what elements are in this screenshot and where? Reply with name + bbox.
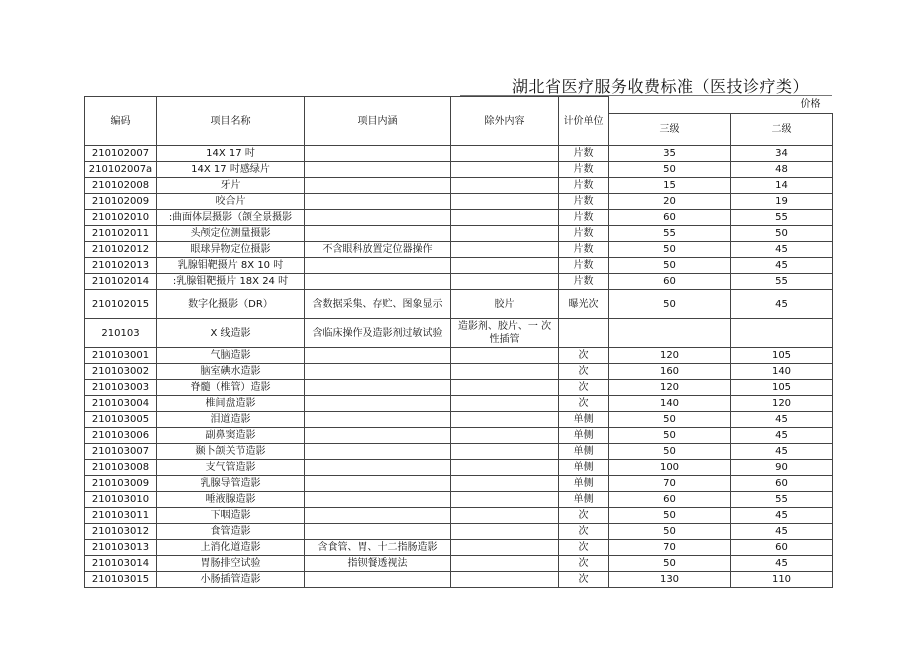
cell-price-level2: 45 [731, 524, 833, 540]
cell-price-level2: 110 [731, 572, 833, 588]
cell-name: 食管造影 [157, 524, 305, 540]
cell-content [305, 492, 451, 508]
cell-name: 下咽造影 [157, 508, 305, 524]
cell-code: 210103 [85, 319, 157, 348]
cell-price-level3: 130 [609, 572, 731, 588]
header-unit: 计价单位 [559, 97, 609, 146]
cell-exclusion [451, 428, 559, 444]
cell-unit: 次 [559, 396, 609, 412]
cell-code: 210103004 [85, 396, 157, 412]
cell-exclusion [451, 444, 559, 460]
cell-content [305, 226, 451, 242]
cell-unit: 单侧 [559, 444, 609, 460]
cell-code: 210102015 [85, 290, 157, 319]
cell-content: 指钡餐透视法 [305, 556, 451, 572]
header-level2: 二级 [731, 114, 833, 146]
cell-unit: 曝光次 [559, 290, 609, 319]
cell-exclusion [451, 492, 559, 508]
cell-unit: 片数 [559, 258, 609, 274]
cell-code: 210102014 [85, 274, 157, 290]
cell-price-level3: 60 [609, 210, 731, 226]
cell-code: 210103001 [85, 348, 157, 364]
table-row [85, 444, 833, 460]
cell-price-level3: 70 [609, 540, 731, 556]
cell-price-level3: 50 [609, 290, 731, 319]
cell-exclusion [451, 540, 559, 556]
cell-code: 210102007a [85, 162, 157, 178]
cell-price-level2: 60 [731, 476, 833, 492]
cell-unit: 单侧 [559, 476, 609, 492]
table-row [85, 460, 833, 476]
cell-code: 210103002 [85, 364, 157, 380]
cell-content [305, 178, 451, 194]
cell-code: 210103003 [85, 380, 157, 396]
cell-price-level3: 70 [609, 476, 731, 492]
cell-content [305, 396, 451, 412]
cell-name: 牙片 [157, 178, 305, 194]
header-price: 价格 [609, 97, 833, 114]
cell-unit: 次 [559, 572, 609, 588]
cell-unit: 片数 [559, 226, 609, 242]
cell-unit: 单侧 [559, 428, 609, 444]
header-code: 编码 [85, 97, 157, 146]
cell-exclusion: 胶片 [451, 290, 559, 319]
cell-price-level3: 140 [609, 396, 731, 412]
cell-content [305, 146, 451, 162]
cell-price-level2: 45 [731, 508, 833, 524]
cell-name: 颞卜颌关节造影 [157, 444, 305, 460]
cell-exclusion [451, 556, 559, 572]
cell-unit: 次 [559, 348, 609, 364]
cell-content [305, 428, 451, 444]
cell-content: 不含眼科放置定位器操作 [305, 242, 451, 258]
cell-price-level2: 45 [731, 412, 833, 428]
cell-price-level2: 45 [731, 242, 833, 258]
cell-name: 数字化摄影（DR） [157, 290, 305, 319]
cell-unit: 片数 [559, 146, 609, 162]
cell-name: 唾液腺造影 [157, 492, 305, 508]
cell-exclusion [451, 242, 559, 258]
cell-price-level2: 48 [731, 162, 833, 178]
cell-code: 210102011 [85, 226, 157, 242]
cell-code: 210102010 [85, 210, 157, 226]
cell-exclusion [451, 226, 559, 242]
cell-price-level3 [609, 319, 731, 348]
cell-price-level3: 100 [609, 460, 731, 476]
cell-exclusion [451, 348, 559, 364]
cell-price-level3: 120 [609, 380, 731, 396]
cell-unit: 次 [559, 364, 609, 380]
cell-unit: 次 [559, 540, 609, 556]
cell-exclusion [451, 412, 559, 428]
cell-content [305, 348, 451, 364]
cell-exclusion [451, 476, 559, 492]
cell-content: 含数据采集、存贮、图象显示 [305, 290, 451, 319]
cell-unit: 单侧 [559, 492, 609, 508]
table-row [85, 226, 833, 242]
table-row [85, 412, 833, 428]
cell-code: 210103013 [85, 540, 157, 556]
cell-code: 210103011 [85, 508, 157, 524]
cell-price-level2: 45 [731, 258, 833, 274]
page-title: 湖北省医疗服务收费标准（医技诊疗类） [512, 77, 810, 96]
cell-name: :曲面体层摄影（颌全景摄影 [157, 210, 305, 226]
cell-unit: 次 [559, 524, 609, 540]
table-row [85, 210, 833, 226]
table-row [85, 290, 833, 319]
cell-name: 上消化道造影 [157, 540, 305, 556]
table-row [85, 572, 833, 588]
cell-price-level2: 55 [731, 210, 833, 226]
cell-price-level2 [731, 319, 833, 348]
cell-exclusion [451, 194, 559, 210]
table-row [85, 258, 833, 274]
cell-name: 小肠插管造影 [157, 572, 305, 588]
cell-content: 含食管、胃、十二指肠造影 [305, 540, 451, 556]
cell-price-level2: 60 [731, 540, 833, 556]
cell-content [305, 476, 451, 492]
table-row [85, 348, 833, 364]
cell-content [305, 460, 451, 476]
table-row [85, 319, 833, 348]
cell-price-level3: 50 [609, 444, 731, 460]
table-row [85, 364, 833, 380]
cell-content [305, 444, 451, 460]
cell-exclusion [451, 258, 559, 274]
cell-price-level3: 35 [609, 146, 731, 162]
header-content: 项目内涵 [305, 97, 451, 146]
cell-exclusion [451, 572, 559, 588]
cell-code: 210103010 [85, 492, 157, 508]
cell-unit: 片数 [559, 210, 609, 226]
cell-name: 脊髓（椎管）造影 [157, 380, 305, 396]
table-row [85, 476, 833, 492]
table-row [85, 556, 833, 572]
table-row [85, 146, 833, 162]
cell-exclusion [451, 396, 559, 412]
cell-code: 210103014 [85, 556, 157, 572]
cell-exclusion: 造影剂、胶片、一 次性插管 [451, 319, 559, 348]
cell-exclusion [451, 380, 559, 396]
cell-price-level2: 140 [731, 364, 833, 380]
cell-unit: 单侧 [559, 412, 609, 428]
table-row [85, 508, 833, 524]
cell-name: 咬合片 [157, 194, 305, 210]
cell-price-level3: 20 [609, 194, 731, 210]
cell-exclusion [451, 146, 559, 162]
cell-code: 210103015 [85, 572, 157, 588]
cell-unit: 次 [559, 508, 609, 524]
table-row [85, 380, 833, 396]
cell-name: 乳腺钼靶摄片 8X 10 吋 [157, 258, 305, 274]
cell-name: 乳腺导管造影 [157, 476, 305, 492]
table-row [85, 524, 833, 540]
cell-content [305, 274, 451, 290]
cell-name: 气脑造影 [157, 348, 305, 364]
cell-price-level3: 50 [609, 508, 731, 524]
cell-unit: 片数 [559, 194, 609, 210]
cell-exclusion [451, 274, 559, 290]
cell-name: 14X 17 吋 [157, 146, 305, 162]
cell-content [305, 380, 451, 396]
cell-content [305, 194, 451, 210]
cell-code: 210102012 [85, 242, 157, 258]
cell-unit: 次 [559, 556, 609, 572]
table-row [85, 396, 833, 412]
cell-price-level3: 60 [609, 492, 731, 508]
cell-exclusion [451, 508, 559, 524]
cell-name: 支气管造影 [157, 460, 305, 476]
cell-price-level2: 90 [731, 460, 833, 476]
cell-price-level2: 45 [731, 444, 833, 460]
cell-name: X 线造影 [157, 319, 305, 348]
table-row [85, 162, 833, 178]
cell-unit: 单侧 [559, 460, 609, 476]
cell-name: 副鼻窦造影 [157, 428, 305, 444]
cell-price-level2: 45 [731, 556, 833, 572]
cell-exclusion [451, 524, 559, 540]
cell-content [305, 412, 451, 428]
cell-content [305, 524, 451, 540]
cell-code: 210103005 [85, 412, 157, 428]
cell-price-level3: 50 [609, 412, 731, 428]
cell-unit: 次 [559, 380, 609, 396]
cell-price-level3: 60 [609, 274, 731, 290]
cell-content: 含临床操作及造影剂过敏试验 [305, 319, 451, 348]
cell-name: 14X 17 吋感绿片 [157, 162, 305, 178]
cell-unit: 片数 [559, 178, 609, 194]
header-exclusion: 除外内容 [451, 97, 559, 146]
cell-content [305, 162, 451, 178]
cell-unit: 片数 [559, 162, 609, 178]
cell-price-level3: 50 [609, 556, 731, 572]
cell-price-level2: 55 [731, 274, 833, 290]
cell-price-level3: 55 [609, 226, 731, 242]
table-row [85, 428, 833, 444]
table-row [85, 178, 833, 194]
table-row [85, 274, 833, 290]
cell-price-level3: 50 [609, 428, 731, 444]
cell-code: 210102013 [85, 258, 157, 274]
cell-price-level2: 19 [731, 194, 833, 210]
fee-table-body [85, 146, 833, 588]
cell-price-level2: 34 [731, 146, 833, 162]
header-name: 项目名称 [157, 97, 305, 146]
cell-exclusion [451, 162, 559, 178]
cell-content [305, 508, 451, 524]
cell-price-level2: 50 [731, 226, 833, 242]
cell-code: 210103006 [85, 428, 157, 444]
cell-name: 胃肠排空试验 [157, 556, 305, 572]
cell-name: 脑室碘水造影 [157, 364, 305, 380]
cell-unit: 片数 [559, 274, 609, 290]
table-row [85, 540, 833, 556]
cell-price-level2: 14 [731, 178, 833, 194]
cell-name: 头颅定位测量摄影 [157, 226, 305, 242]
cell-name: 泪道造影 [157, 412, 305, 428]
cell-content [305, 210, 451, 226]
cell-price-level3: 120 [609, 348, 731, 364]
cell-unit [559, 319, 609, 348]
cell-code: 210102008 [85, 178, 157, 194]
fee-table [84, 96, 833, 588]
cell-content [305, 364, 451, 380]
cell-code: 210102009 [85, 194, 157, 210]
table-row [85, 194, 833, 210]
cell-name: 椎间盘造影 [157, 396, 305, 412]
cell-price-level2: 105 [731, 348, 833, 364]
cell-code: 210103007 [85, 444, 157, 460]
cell-price-level2: 120 [731, 396, 833, 412]
cell-price-level3: 50 [609, 162, 731, 178]
cell-name: 眼球异物定位摄影 [157, 242, 305, 258]
cell-price-level2: 45 [731, 290, 833, 319]
cell-unit: 片数 [559, 242, 609, 258]
cell-price-level3: 160 [609, 364, 731, 380]
cell-name: :乳腺钼靶摄片 18X 24 吋 [157, 274, 305, 290]
cell-content [305, 572, 451, 588]
header-level3: 三级 [609, 114, 731, 146]
cell-price-level3: 50 [609, 242, 731, 258]
cell-price-level3: 50 [609, 258, 731, 274]
cell-exclusion [451, 210, 559, 226]
cell-code: 210103009 [85, 476, 157, 492]
header-row-1 [85, 97, 833, 114]
cell-code: 210102007 [85, 146, 157, 162]
cell-price-level3: 50 [609, 524, 731, 540]
cell-content [305, 258, 451, 274]
cell-price-level3: 15 [609, 178, 731, 194]
cell-exclusion [451, 460, 559, 476]
cell-exclusion [451, 364, 559, 380]
cell-price-level2: 55 [731, 492, 833, 508]
cell-price-level2: 105 [731, 380, 833, 396]
cell-code: 210103012 [85, 524, 157, 540]
table-row [85, 492, 833, 508]
cell-exclusion [451, 178, 559, 194]
cell-code: 210103008 [85, 460, 157, 476]
table-row [85, 242, 833, 258]
cell-price-level2: 45 [731, 428, 833, 444]
